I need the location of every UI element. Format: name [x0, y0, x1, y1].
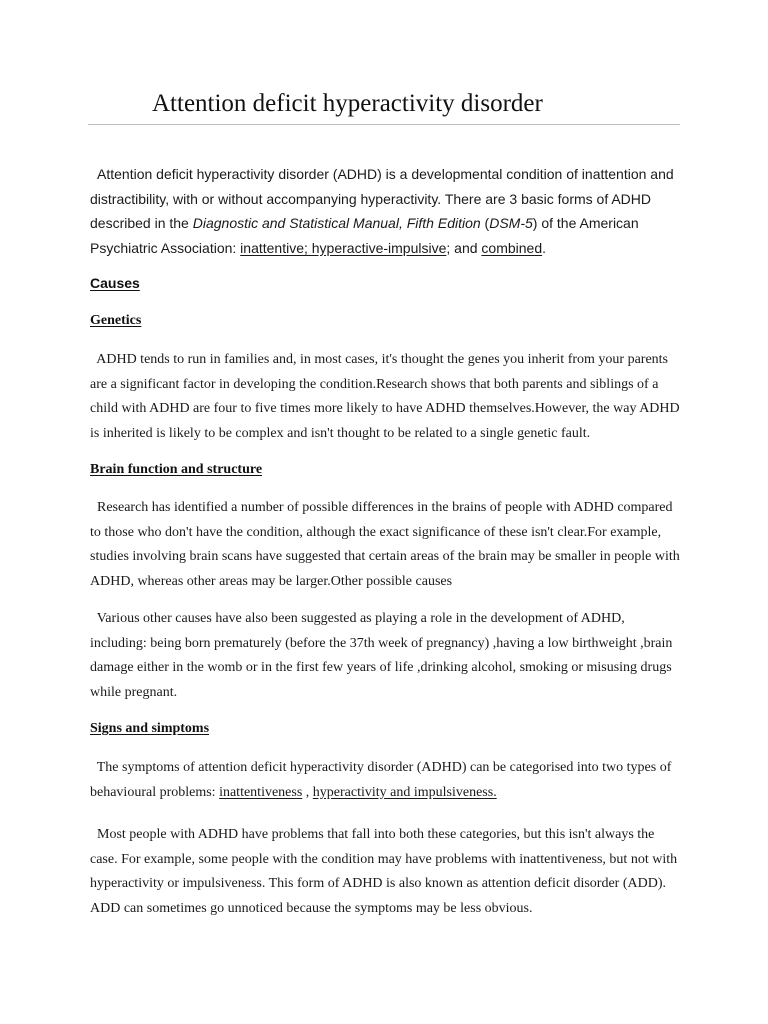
- signs-text-3: Most people with ADHD have problems that fall into both these categories, but this isn't always the case. For example, some people with the condition may have problems with inattentiveness, but not with hyperactivity or impulsiveness. This form of ADHD is also known as attention deficit disorder (ADD). ADD can sometimes go unnoticed because the symptoms may be less obvious.: [90, 827, 678, 917]
- link-inattentive-hyperactive[interactable]: inattentive; hyperactive-impulsive: [240, 239, 447, 256]
- brain-heading: Brain function and structure: [90, 462, 263, 477]
- link-inattentiveness[interactable]: inattentiveness: [219, 784, 303, 800]
- signs-heading: Signs and simptoms: [90, 721, 210, 736]
- intro-text-3: ) of the American Psychiatric Association:: [90, 215, 639, 256]
- page-title: Attention deficit hyperactivity disorder: [152, 90, 543, 117]
- genetics-text: ADHD tends to run in families and, in most cases, it's thought the genes you inherit from your parents are a significant factor in developing the condition.Research shows that both parents and siblings of a child with ADHD are four to five times more likely to have ADHD themselves.However, the way ADHD is inherited is likely to be complex and isn't thought to be related to a single genetic fault.: [90, 352, 680, 442]
- dsm-abbreviation: DSM-5: [489, 215, 533, 231]
- intro-paragraph: [90, 162, 680, 260]
- intro-text-5: .: [542, 239, 547, 256]
- signs-text-2: ,: [302, 784, 313, 800]
- other-causes-paragraph: [90, 607, 680, 706]
- genetics-heading: Genetics: [90, 313, 142, 328]
- title-divider: [88, 124, 680, 125]
- genetics-paragraph: [90, 348, 680, 447]
- brain-text: Research has identified a number of possible differences in the brains of people with ADHD compared to those who don't have the condition, although the exact significance of these isn't clear.For example, studies involving brain scans have suggested that certain areas of the brain may be smaller in people with ADHD, whereas other areas may be larger.Other possible causes: [90, 500, 680, 590]
- link-hyperactivity-impulsiveness[interactable]: hyperactivity and impulsiveness.: [312, 784, 497, 800]
- intro-text-4: ; and: [446, 239, 482, 256]
- brain-paragraph: [90, 496, 680, 595]
- signs-paragraph-2: [90, 823, 680, 922]
- other-causes-text: Various other causes have also been suggested as playing a role in the development of ADHD, including: being born prematurely (before the 37th week of pregnancy) ,having a low birthweight ,brain damage either in the womb or in the first few years of life ,drinking alcohol, smoking or misusing drugs while pregnant.: [90, 611, 673, 701]
- dsm-book-title: Diagnostic and Statistical Manual, Fifth Edition: [192, 215, 481, 231]
- causes-heading: Causes: [90, 275, 140, 291]
- intro-text-2: (: [480, 215, 490, 231]
- signs-paragraph-1: [90, 756, 680, 805]
- signs-text-1: The symptoms of attention deficit hyperactivity disorder (ADHD) can be categorised into two types of behavioural problems:: [90, 760, 672, 800]
- link-combined[interactable]: combined: [481, 239, 543, 256]
- intro-text-1: Attention deficit hyperactivity disorder (ADHD) is a developmental condition of inattention and distractibility, with or without accompanying hyperactivity. There are 3 basic forms of ADHD described in the: [90, 166, 674, 231]
